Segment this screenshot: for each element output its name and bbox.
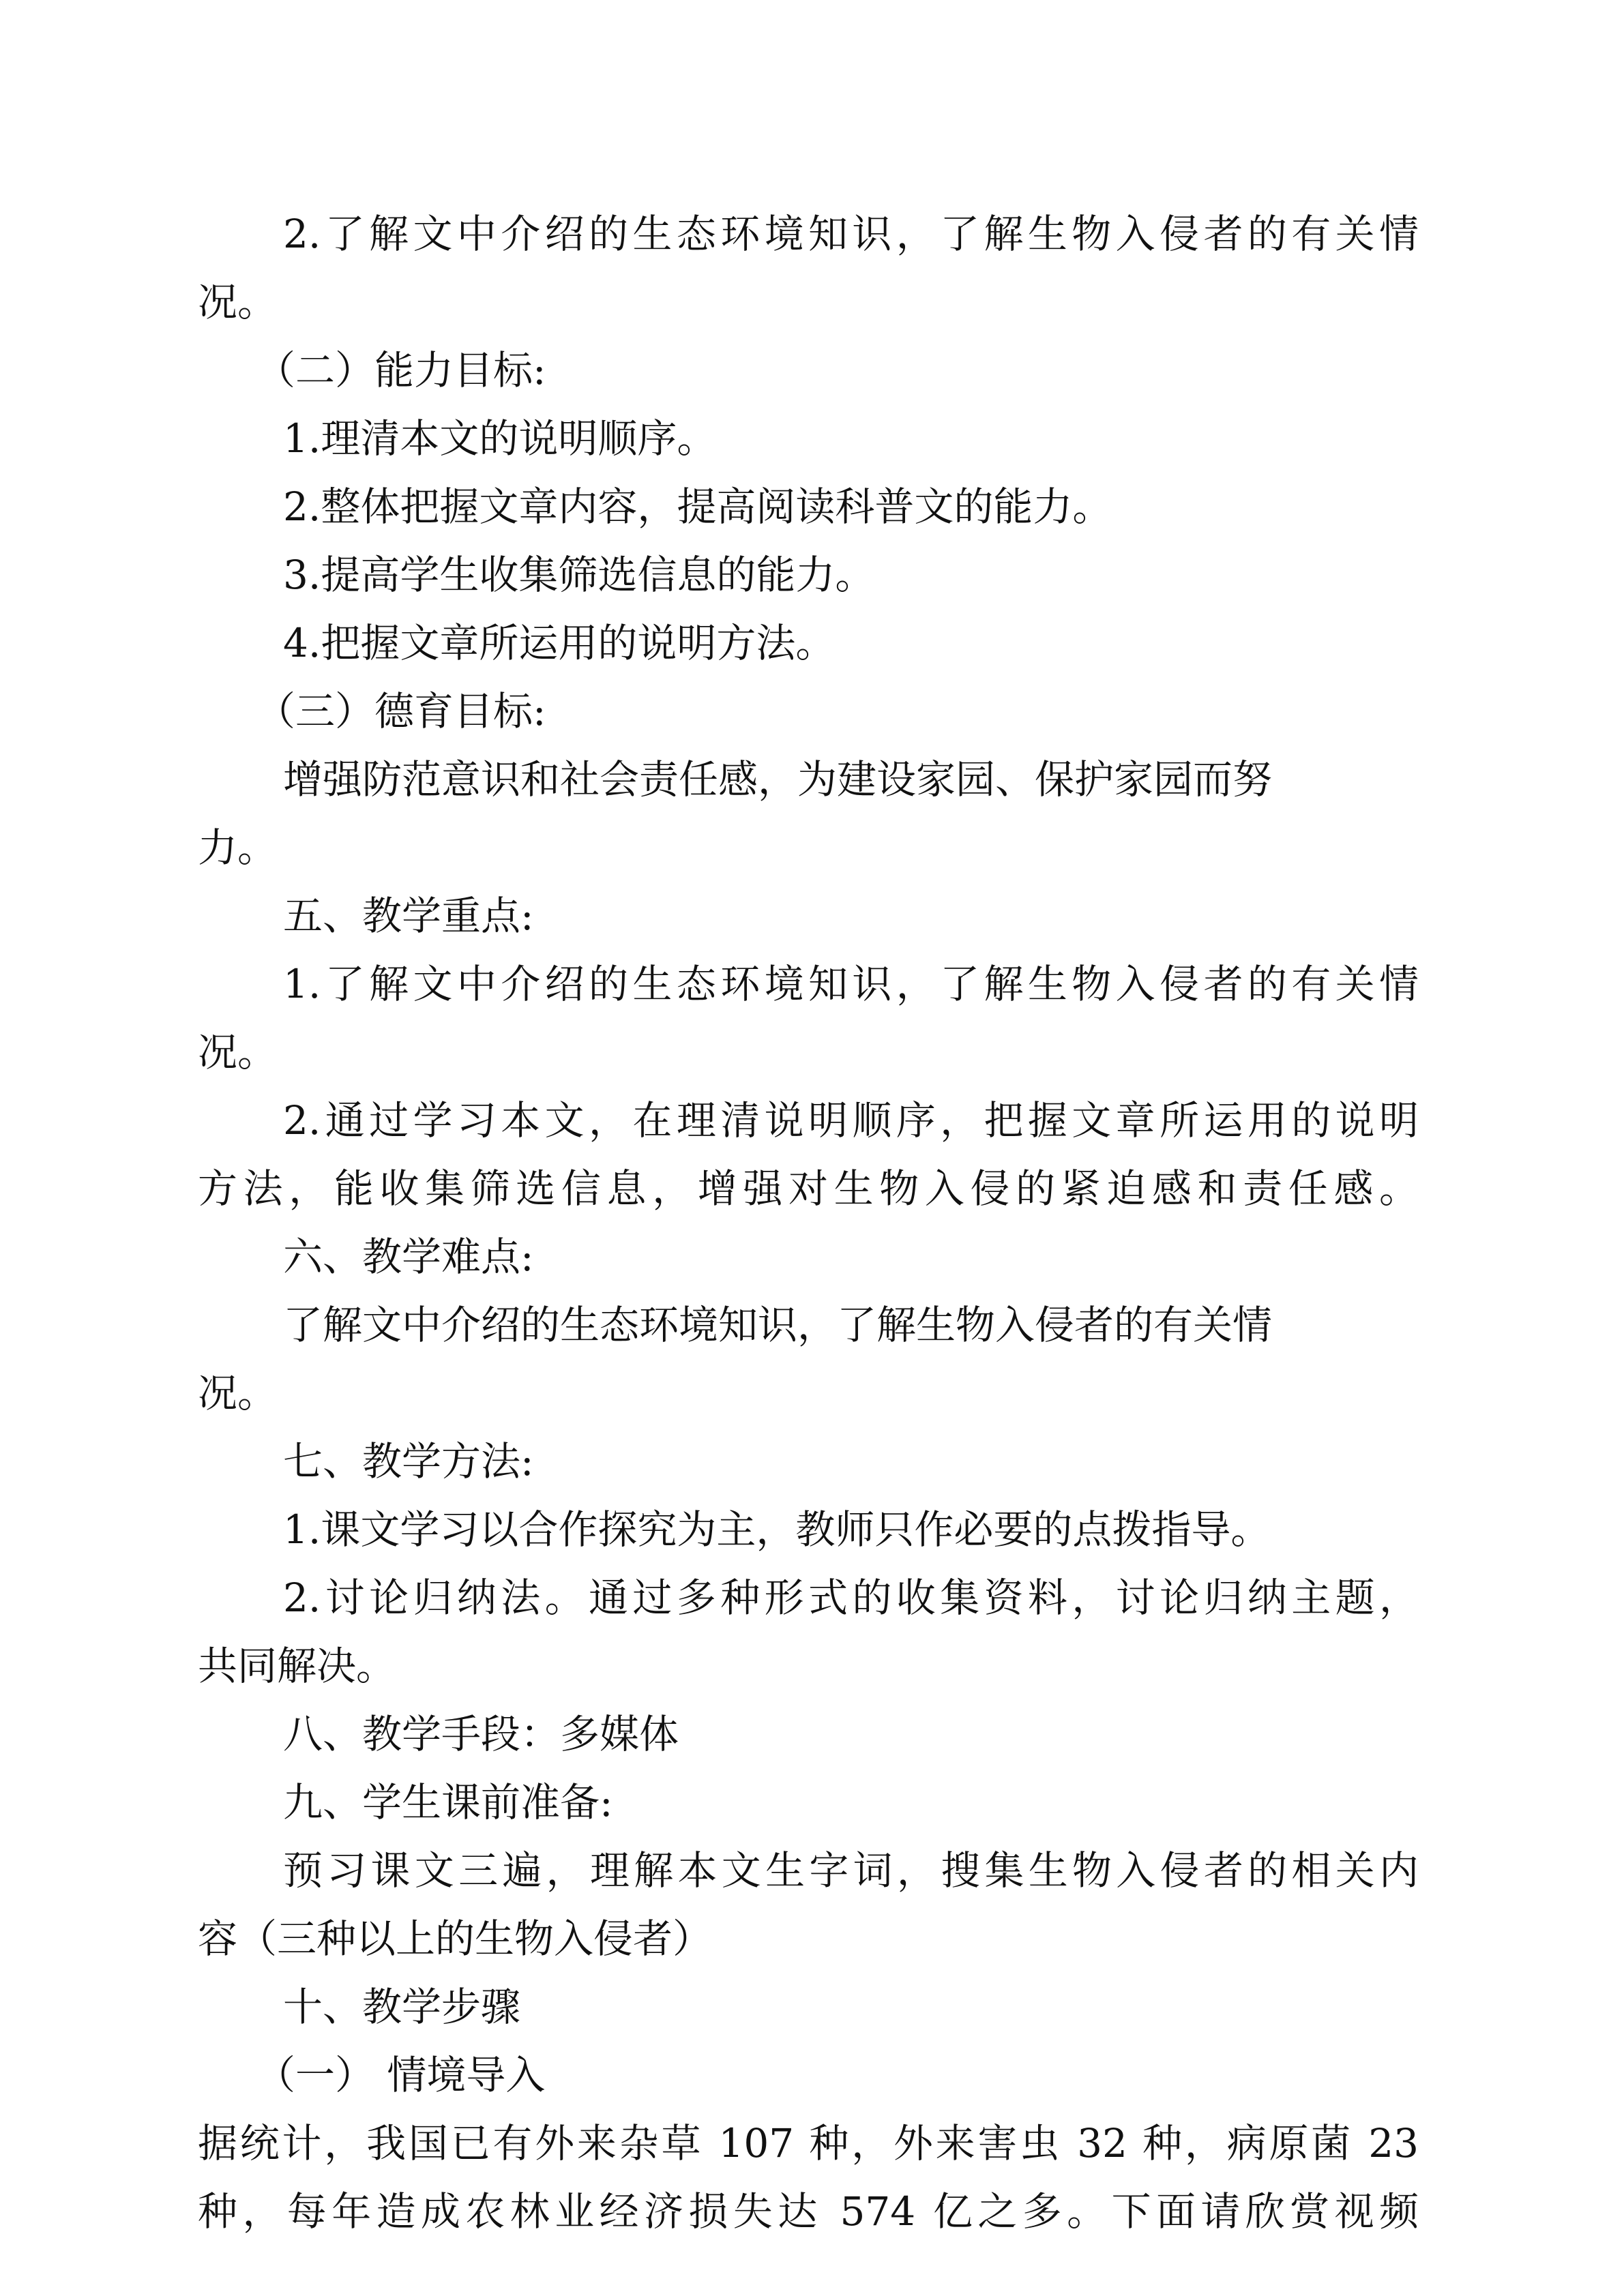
- section-heading: （一） 情境导入: [256, 2052, 546, 2098]
- text-line: 1.了解文中介绍的生态环境知识，了解生物入侵者的有关情: [283, 961, 1419, 1007]
- text-line: 2.讨论归纳法。通过多种形式的收集资料，讨论归纳主题，: [283, 1575, 1419, 1621]
- text-line: 况。: [198, 1029, 278, 1075]
- section-heading: （三）德育目标:: [256, 688, 546, 734]
- text-line: 3.提高学生收集筛选信息的能力。: [283, 552, 875, 598]
- section-heading: 八、教学手段：多媒体: [283, 1711, 679, 1757]
- text-line: 种，每年造成农林业经济损失达 574 亿之多。下面请欣赏视频: [198, 2188, 1419, 2235]
- text-line: 据统计，我国已有外来杂草 107 种，外来害虫 32 种，病原菌 23: [198, 2120, 1419, 2166]
- text-line: 力。: [198, 824, 278, 871]
- text-line: 况。: [198, 1370, 278, 1416]
- text-line: 容（三种以上的生物入侵者）: [198, 1915, 713, 1962]
- section-heading: （二）能力目标:: [256, 347, 546, 393]
- text-line: 2.整体把握文章内容，提高阅读科普文的能力。: [283, 483, 1112, 530]
- section-heading: 五、教学重点:: [283, 893, 534, 939]
- text-line: 共同解决。: [198, 1643, 396, 1689]
- text-line: 2.通过学习本文，在理清说明顺序，把握文章所运用的说明: [283, 1097, 1419, 1144]
- text-line: 4.把握文章所运用的说明方法。: [283, 620, 836, 666]
- section-heading: 十、教学步骤: [283, 1984, 521, 2030]
- section-heading: 七、教学方法:: [283, 1438, 534, 1485]
- section-heading: 九、学生课前准备:: [283, 1779, 613, 1825]
- text-line: 1.课文学习以合作探究为主，教师只作必要的点拨指导。: [283, 1506, 1271, 1553]
- section-heading: 六、教学难点:: [283, 1234, 534, 1280]
- text-line: 方法，能收集筛选信息，增强对生物入侵的紧迫感和责任感。: [198, 1165, 1419, 1212]
- text-line: 增强防范意识和社会责任感，为建设家园、保护家园而努: [283, 756, 1273, 803]
- text-line: 2.了解文中介绍的生态环境知识，了解生物入侵者的有关情: [283, 211, 1419, 257]
- text-line: 了解文中介绍的生态环境知识，了解生物入侵者的有关情: [283, 1302, 1273, 1348]
- text-line: 况。: [198, 279, 278, 325]
- text-line: 1.理清本文的说明顺序。: [283, 415, 717, 462]
- text-line: 预习课文三遍，理解本文生字词，搜集生物入侵者的相关内: [283, 1847, 1419, 1894]
